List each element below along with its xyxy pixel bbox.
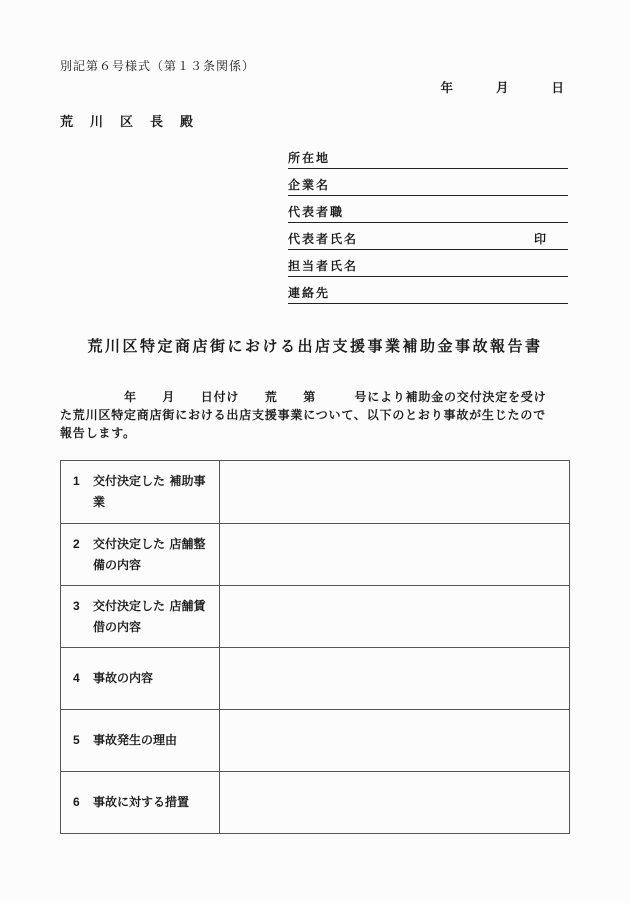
row-label-cell — [61, 710, 220, 771]
seal-mark: 印 — [533, 232, 546, 246]
row-value-cell — [220, 461, 569, 523]
table-row-store-improvement — [61, 523, 569, 585]
intro-line-3: 報告します。 — [60, 426, 136, 440]
intro-paragraph — [60, 388, 570, 442]
row-number: 6 — [73, 795, 80, 809]
table-row-subsidized-project — [61, 461, 569, 523]
table-row-accident-measures — [61, 771, 569, 833]
row-label-cell — [61, 648, 220, 709]
sender-field-label: 担当者氏名 — [288, 259, 359, 273]
row-label-line: 事故発生の理由 — [93, 733, 178, 747]
report-table — [60, 460, 570, 834]
row-value-cell — [220, 524, 569, 585]
document-title: 荒川区特定商店街における出店支援事業補助金事故報告書 — [87, 338, 543, 355]
sender-field-rep-name — [288, 223, 568, 250]
intro-line-1: 年 月 日付け 荒 第 号により補助金の交付決定を受け — [124, 390, 547, 404]
sender-field-contact-name — [288, 250, 568, 277]
addressee-line: 荒 川 区 長 殿 — [60, 114, 196, 129]
row-label-line: 店舗賃借の内容 — [93, 598, 206, 634]
row-number: 1 — [73, 474, 80, 488]
row-label-line: 交付決定した — [93, 474, 166, 488]
sender-field-rep-title — [288, 196, 568, 223]
row-value-cell — [220, 772, 569, 833]
row-label-cell — [61, 524, 220, 585]
row-value-cell — [220, 648, 569, 709]
row-number: 4 — [73, 671, 80, 685]
table-row-store-lease — [61, 585, 569, 647]
sender-field-label: 企業名 — [288, 178, 331, 192]
sender-field-company — [288, 169, 568, 196]
sender-fields-block — [288, 142, 568, 304]
row-label-cell — [61, 461, 220, 523]
row-label-line: 補助事業 — [93, 474, 206, 509]
sender-field-label: 連絡先 — [288, 286, 331, 300]
row-label-line: 事故の内容 — [93, 671, 154, 685]
table-row-accident-reason — [61, 709, 569, 771]
form-number-line: 別記第６号様式（第１３条関係） — [60, 59, 256, 73]
row-label-line: 店舗整備の内容 — [93, 536, 206, 572]
sender-field-address — [288, 142, 568, 169]
row-value-cell — [220, 586, 569, 647]
row-number: 3 — [73, 598, 80, 613]
sender-field-label: 代表者氏名 — [288, 232, 359, 246]
row-label-line: 交付決定した — [93, 536, 166, 551]
row-label-line: 交付決定した — [93, 598, 166, 613]
row-label-cell — [61, 586, 220, 647]
row-number: 5 — [73, 733, 80, 747]
row-label-cell — [61, 772, 220, 833]
sender-field-label: 代表者職 — [288, 205, 345, 219]
table-row-accident-details — [61, 647, 569, 709]
row-label-line: 事故に対する措置 — [93, 795, 190, 809]
sender-field-contact-info — [288, 277, 568, 304]
sender-field-label: 所在地 — [288, 151, 331, 165]
date-line: 年 月 日 — [440, 81, 570, 95]
intro-line-2: た荒川区特定商店街における出店支援事業について、以下のとおり事故が生じたので — [60, 408, 546, 422]
row-number: 2 — [73, 536, 80, 551]
row-value-cell — [220, 710, 569, 771]
